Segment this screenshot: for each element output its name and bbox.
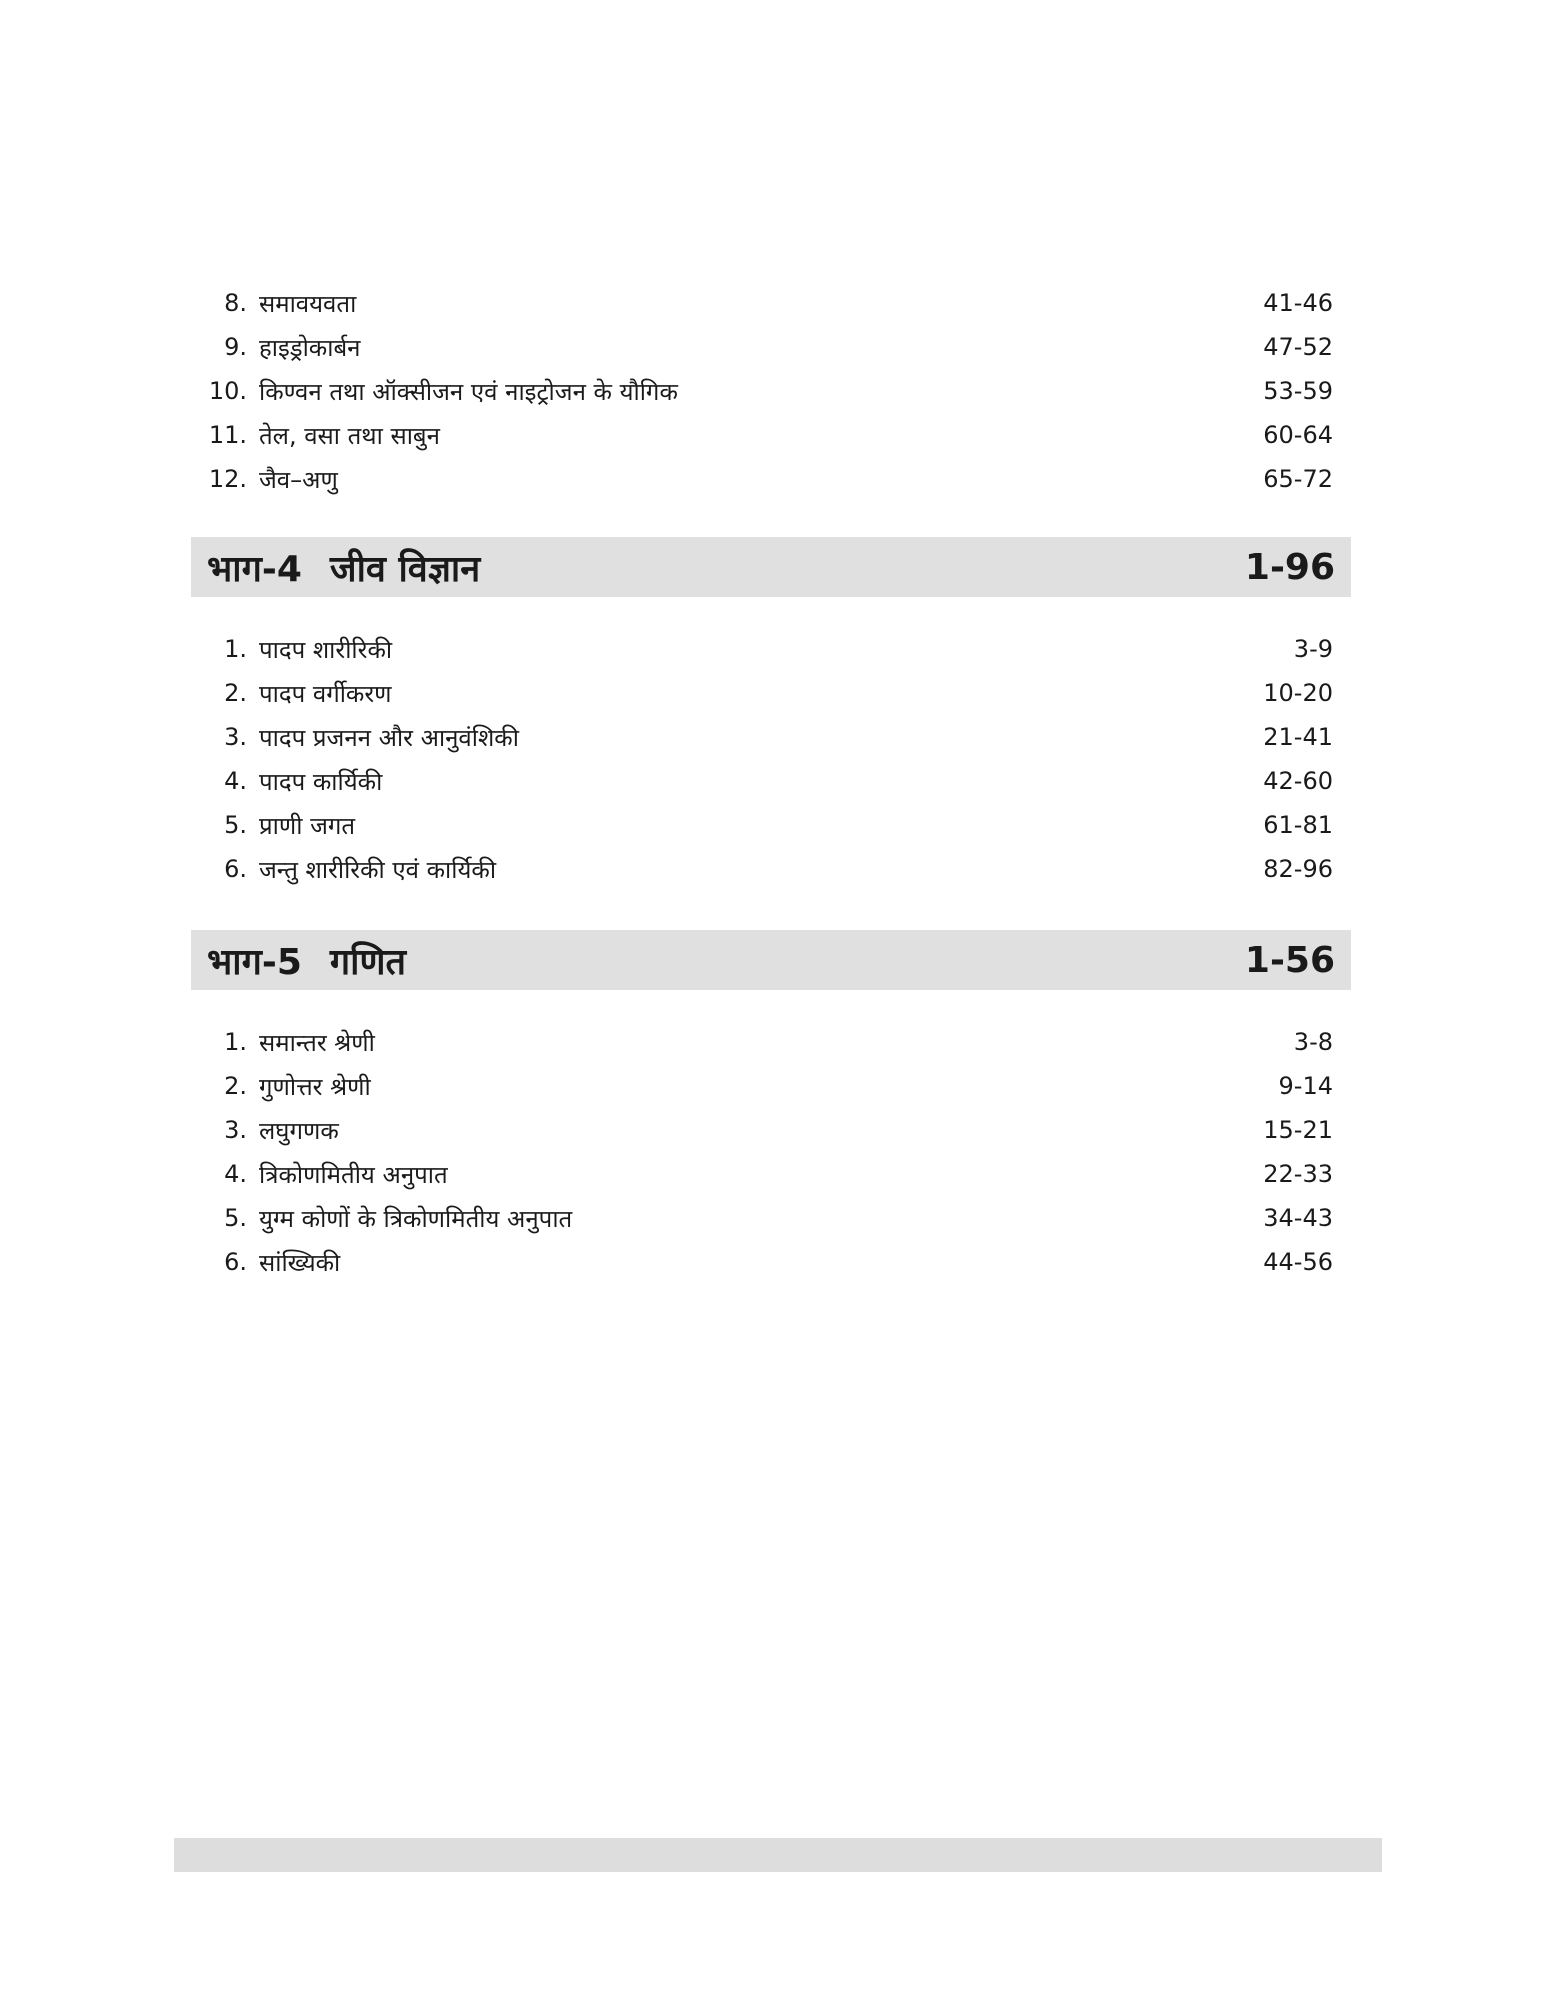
toc-item-number: 2.	[224, 679, 247, 707]
toc-item-title: किण्वन तथा ऑक्सीजन एवं नाइट्रोजन के यौगिक	[259, 377, 678, 406]
toc-item-pages: 3-9	[1293, 635, 1333, 663]
toc-item-pages: 34-43	[1263, 1204, 1333, 1232]
toc-item-number: 10.	[208, 377, 247, 405]
toc-row[interactable]	[205, 1064, 1333, 1108]
toc-item-title: जैव–अणु	[259, 465, 338, 494]
section-label: भाग-5	[207, 941, 302, 983]
toc-item-title: हाइड्रोकार्बन	[259, 333, 361, 362]
toc-item-title: पादप कार्यिकी	[259, 767, 383, 796]
toc-item-number: 5.	[224, 811, 247, 839]
section-pages: 1-56	[1244, 939, 1335, 981]
toc-row[interactable]	[205, 759, 1333, 803]
toc-item-pages: 10-20	[1263, 679, 1333, 707]
mathematics-toc-list	[205, 1020, 1333, 1284]
toc-item-pages: 82-96	[1263, 855, 1333, 883]
toc-row[interactable]	[205, 413, 1333, 457]
toc-item-number: 11.	[208, 421, 247, 449]
footer-bar	[174, 1838, 1382, 1872]
toc-row[interactable]	[205, 369, 1333, 413]
toc-item-pages: 65-72	[1263, 465, 1333, 493]
toc-item-pages: 60-64	[1263, 421, 1333, 449]
toc-item-number: 2.	[224, 1072, 247, 1100]
toc-item-pages: 47-52	[1263, 333, 1333, 361]
toc-item-pages: 42-60	[1263, 767, 1333, 795]
toc-item-title: पादप वर्गीकरण	[259, 679, 392, 708]
section-title: गणित	[329, 941, 407, 983]
biology-toc-list	[205, 627, 1333, 891]
section-label: भाग-4	[207, 548, 302, 590]
toc-item-pages: 44-56	[1263, 1248, 1333, 1276]
toc-item-number: 1.	[224, 1028, 247, 1056]
toc-item-title: पादप शारीरिकी	[259, 635, 393, 664]
toc-item-number: 5.	[224, 1204, 247, 1232]
toc-row[interactable]	[205, 1108, 1333, 1152]
toc-row[interactable]	[205, 281, 1333, 325]
toc-item-title: तेल, वसा तथा साबुन	[259, 421, 440, 450]
toc-row[interactable]	[205, 847, 1333, 891]
toc-item-title: जन्तु शारीरिकी एवं कार्यिकी	[259, 855, 497, 884]
toc-row[interactable]	[205, 1240, 1333, 1284]
toc-item-pages: 9-14	[1278, 1072, 1333, 1100]
section-title: जीव विज्ञान	[329, 548, 481, 590]
toc-item-title: प्राणी जगत	[259, 811, 356, 840]
toc-item-title: समान्तर श्रेणी	[259, 1028, 375, 1057]
toc-item-number: 8.	[224, 289, 247, 317]
toc-item-number: 3.	[224, 1116, 247, 1144]
toc-item-pages: 41-46	[1263, 289, 1333, 317]
toc-item-number: 4.	[224, 767, 247, 795]
toc-item-number: 6.	[224, 855, 247, 883]
section-header-biology[interactable]	[191, 537, 1351, 597]
toc-row[interactable]	[205, 1196, 1333, 1240]
toc-row[interactable]	[205, 1152, 1333, 1196]
toc-item-pages: 22-33	[1263, 1160, 1333, 1188]
toc-item-pages: 3-8	[1293, 1028, 1333, 1056]
toc-item-number: 1.	[224, 635, 247, 663]
toc-item-title: लघुगणक	[259, 1116, 339, 1145]
toc-item-number: 6.	[224, 1248, 247, 1276]
toc-row[interactable]	[205, 627, 1333, 671]
toc-row[interactable]	[205, 671, 1333, 715]
toc-item-title: युग्म कोणों के त्रिकोणमितीय अनुपात	[259, 1204, 573, 1233]
section-header-mathematics[interactable]	[191, 930, 1351, 990]
toc-item-title: समावयवता	[259, 289, 357, 318]
toc-row[interactable]	[205, 803, 1333, 847]
chemistry-toc-list	[205, 281, 1333, 501]
section-pages: 1-96	[1244, 546, 1335, 588]
toc-item-pages: 21-41	[1263, 723, 1333, 751]
toc-item-title: पादप प्रजनन और आनुवंशिकी	[259, 723, 519, 752]
toc-row[interactable]	[205, 1020, 1333, 1064]
toc-item-pages: 15-21	[1263, 1116, 1333, 1144]
toc-item-number: 3.	[224, 723, 247, 751]
toc-item-title: गुणोत्तर श्रेणी	[259, 1072, 371, 1101]
toc-item-number: 9.	[224, 333, 247, 361]
toc-item-number: 12.	[208, 465, 247, 493]
toc-item-number: 4.	[224, 1160, 247, 1188]
toc-row[interactable]	[205, 715, 1333, 759]
toc-row[interactable]	[205, 325, 1333, 369]
toc-row[interactable]	[205, 457, 1333, 501]
toc-item-title: सांख्यिकी	[259, 1248, 341, 1277]
toc-item-title: त्रिकोणमितीय अनुपात	[259, 1160, 448, 1189]
toc-item-pages: 53-59	[1263, 377, 1333, 405]
toc-item-pages: 61-81	[1263, 811, 1333, 839]
